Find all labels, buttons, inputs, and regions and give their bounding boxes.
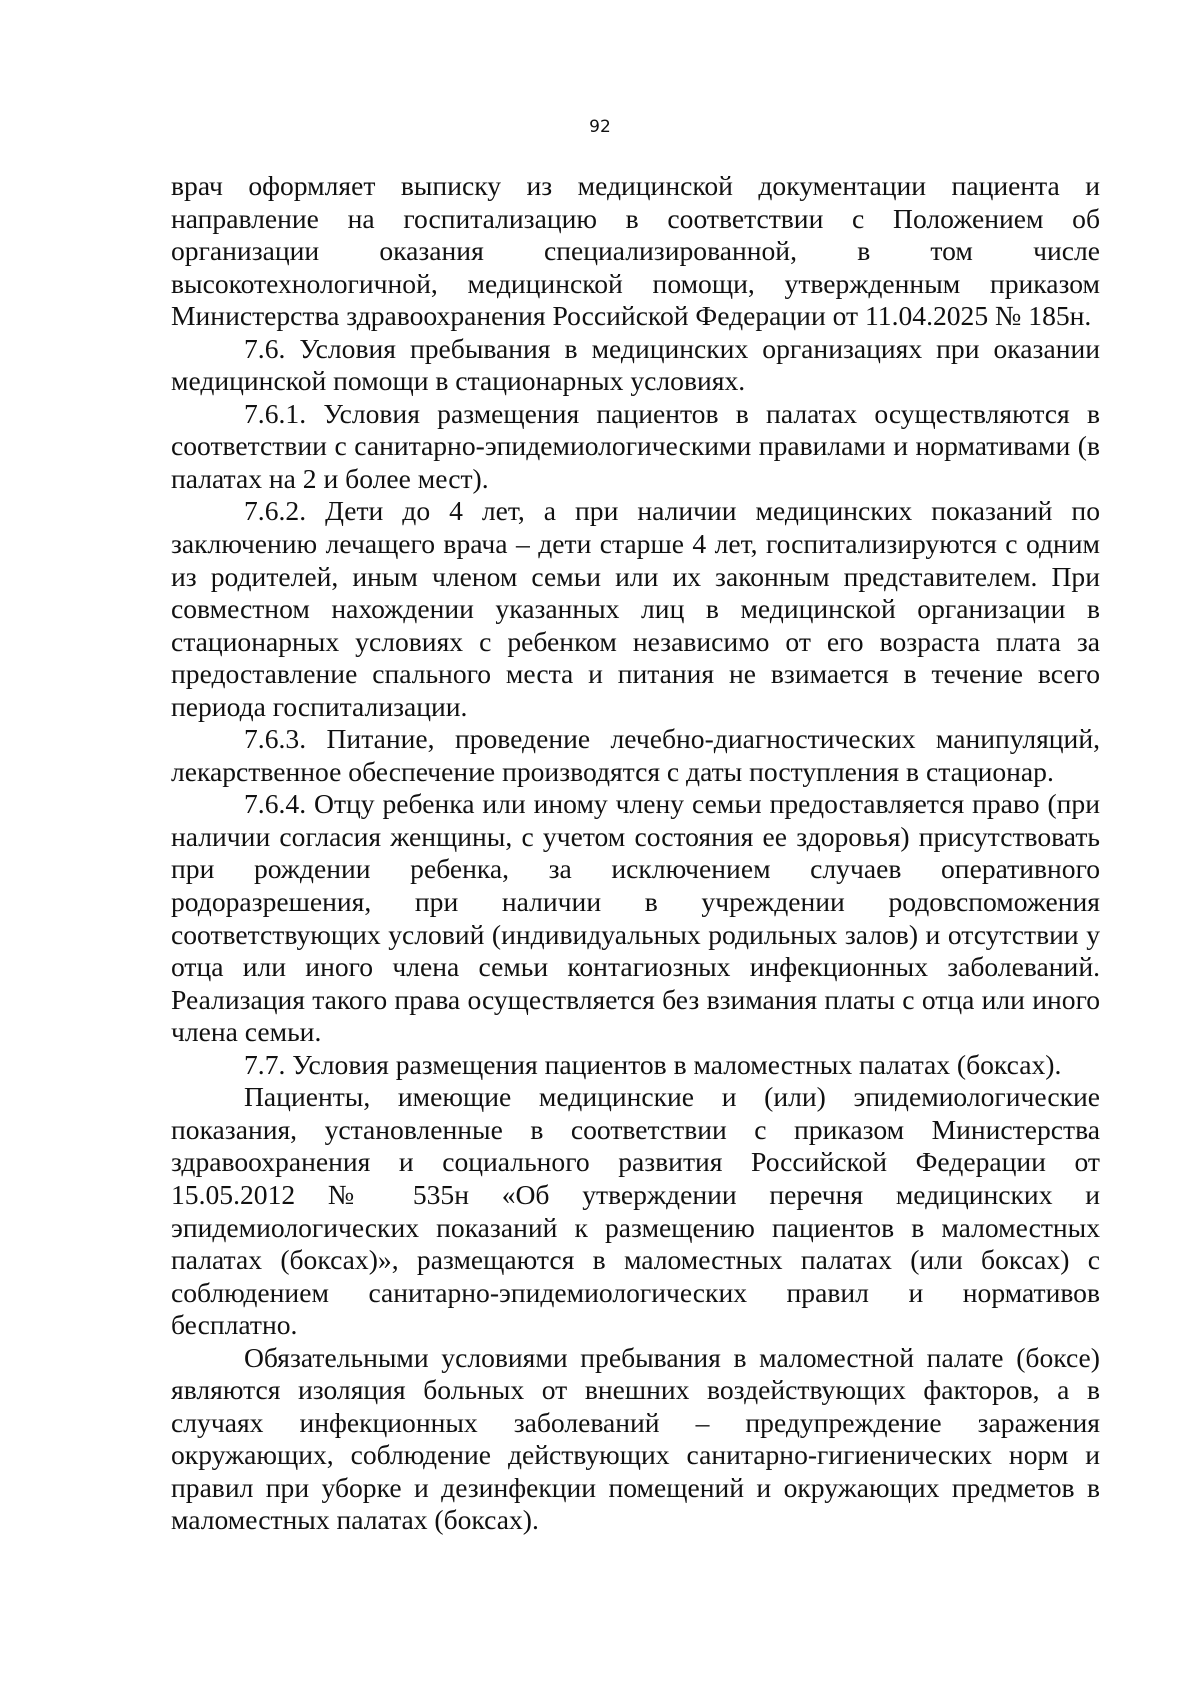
paragraph-7-6-1: 7.6.1. Условия размещения пациентов в палатах осуществляются в соответствии с санитарно-эпидемиологическими правилами и нормативами (в палатах на 2 и более мест).	[171, 397, 1100, 494]
paragraph-7-6-2: 7.6.2. Дети до 4 лет, а при наличии медицинских показаний по заключению лечащего врача – дети старше 4 лет, госпитализируются с одним из родителей, иным членом семьи или их законным представителем. При совместном нахождении указанных лиц в медицинской организации в стационарных условиях с ребенком независимо от его возраста плата за предоставление спального места и питания не взимается в течение всего периода госпитализации.	[171, 495, 1100, 722]
page-number: 92	[589, 117, 611, 137]
paragraph-7-6-4: 7.6.4. Отцу ребенка или иному члену семьи предоставляется право (при наличии согласия женщины, с учетом состояния ее здоровья) присутствовать при рождении ребенка, за исключением случаев оперативного родоразрешения, при наличии в учреждении родовспоможения соответствующих условий (индивидуальных родильных залов) и отсутствии у отца или иного члена семьи контагиозных инфекционных заболеваний. Реализация такого права осуществляется без взимания платы с отца или иного члена семьи.	[171, 788, 1100, 1048]
paragraph-referral-continuation: врач оформляет выписку из медицинской документации пациента и направление на госпитализацию в соответствии с Положением об организации оказания специализированной, в том числе высокотехнологичной, медицинской помощи, утвержденным приказом Министерства здравоохранения Российской Федерации от 11.04.2025 № 185н.	[171, 170, 1100, 332]
paragraph-7-6-heading: 7.6. Условия пребывания в медицинских организациях при оказании медицинской помощи в стационарных условиях.	[171, 332, 1100, 397]
paragraph-7-7-heading: 7.7. Условия размещения пациентов в маломестных палатах (боксах).	[244, 1048, 1062, 1080]
document-body	[171, 170, 1100, 1537]
paragraph-7-6-3: 7.6.3. Питание, проведение лечебно-диагностических манипуляций, лекарственное обеспечение производятся с даты поступления в стационар.	[171, 723, 1100, 787]
paragraph-boxes-conditions: Обязательными условиями пребывания в маломестной палате (боксе) являются изоляция больных от внешних воздействующих факторов, а в случаях инфекционных заболеваний – предупреждение заражения окружающих, соблюдение действующих санитарно-гигиенических норм и правил при уборке и дезинфекции помещений и окружающих предметов в маломестных палатах (боксах).	[171, 1341, 1100, 1536]
paragraph-boxes-eligibility: Пациенты, имеющие медицинские и (или) эпидемиологические показания, установленные в соответствии с приказом Министерства здравоохранения и социального развития Российской Федерации от 15.05.2012 № 535н «Об утверждении перечня медицинских и эпидемиологических показаний к размещению пациентов в маломестных палатах (боксах)», размещаются в маломестных палатах (или боксах) с соблюдением санитарно-эпидемиологических правил и нормативов бесплатно.	[171, 1081, 1100, 1341]
